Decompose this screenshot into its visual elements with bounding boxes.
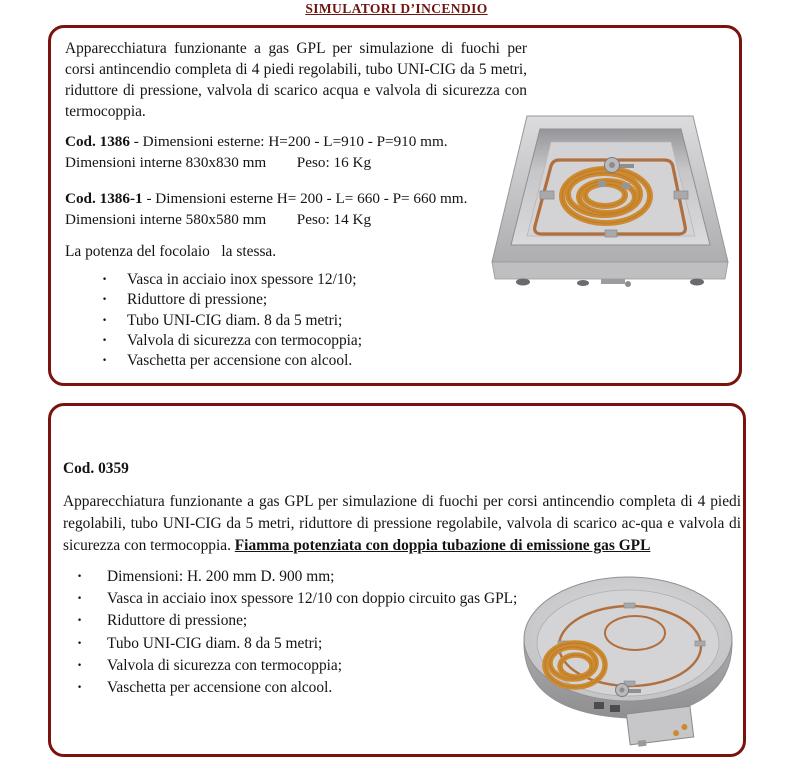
feature-text: Tubo UNI-CIG diam. 8 da 5 metri; [127,311,343,329]
feature-item [65,331,739,351]
bullet-icon [77,588,107,610]
product-description: Apparecchiatura funzionante a gas GPL per simulazione di fuochi per corsi antincendio completa di 4 piedi regolabili, tubo UNI-CIG da 5 metri, riduttore di pressione, valvola di scarico acqua e valvola di sicurezza con termocoppia. [65,40,527,120]
model-external-dimensions: - Dimensioni esterne: H=200 - L=910 - P=910 mm. [133,133,448,150]
feature-text: Dimensioni: H. 200 mm D. 900 mm; [107,568,335,585]
bullet-icon [102,331,127,351]
model-internal-dimensions: Dimensioni interne 580x580 mm [65,211,267,228]
bullet-icon [77,655,107,677]
description-text: Apparecchiatura funzionante a gas GPL per simulazione di fuochi per corsi antincendio completa di 4 piedi regolabili, tubo UNI-CIG da 5 metri, riduttore di pressione regolabile, valvola di scarico ac-qua e valvola di sicurezza con termocoppia. [63,493,741,554]
feature-list [63,566,555,699]
feature-text: Vasca in acciaio inox spessore 12/10; [127,271,357,288]
feature-item [63,566,555,588]
bullet-icon [77,633,107,655]
model-code: Cod. 1386 [65,133,130,150]
model-weight: Peso: 14 Kg [296,211,372,228]
model-internal-line [65,152,535,173]
feature-item [63,655,555,677]
product-panel-0359 [48,403,746,757]
bullet-icon [77,677,107,699]
product-description [63,491,741,557]
feature-text: Tubo UNI-CIG diam. 8 da 5 metri; [107,634,323,652]
feature-item [63,677,555,699]
feature-text: Vaschetta per accensione con alcool. [127,352,353,370]
model-code: Cod. 1386-1 [65,190,143,207]
page-title: SIMULATORI D’INCENDIO [305,1,488,16]
bullet-icon [102,270,127,290]
model-dimensions-line [65,131,535,152]
feature-item [65,351,739,371]
model-external-dimensions: - Dimensioni esterne H= 200 - L= 660 - P= 660 mm. [146,190,468,207]
feature-text: Valvola di sicurezza con termocoppia; [107,656,343,674]
model-spec-1386-1 [65,188,535,230]
model-internal-line [65,209,535,230]
power-note: La potenza del focolaio la stessa. [65,243,277,260]
feature-text: Riduttore di pressione; [127,291,268,309]
description-highlight: Fiamma potenziata con doppia tubazione di emissione gas GPL [234,537,651,554]
model-dimensions-line [65,188,535,209]
model-weight: Peso: 16 Kg [296,154,372,171]
model-internal-dimensions: Dimensioni interne 830x830 mm [65,154,267,171]
feature-text: Valvola di sicurezza con termocoppia; [127,331,363,349]
feature-item [63,633,555,655]
bullet-icon [102,351,127,371]
model-code: Cod. 0359 [63,460,129,477]
bullet-icon [77,566,107,588]
feature-text: Riduttore di pressione; [107,612,248,630]
feature-item [63,610,555,632]
feature-item [63,588,555,610]
feature-item [65,311,739,331]
product-photo-square-tray [485,104,735,294]
feature-text: Vaschetta per accensione con alcool. [107,679,333,697]
feature-text: Vasca in acciaio inox spessore 12/10 con doppio circuito gas GPL; [107,590,518,608]
product-panel-1386 [48,25,742,386]
model-spec-1386 [65,131,535,173]
bullet-icon [102,311,127,331]
bullet-icon [77,610,107,632]
bullet-icon [102,290,127,310]
product-photo-round-pan [518,555,740,751]
